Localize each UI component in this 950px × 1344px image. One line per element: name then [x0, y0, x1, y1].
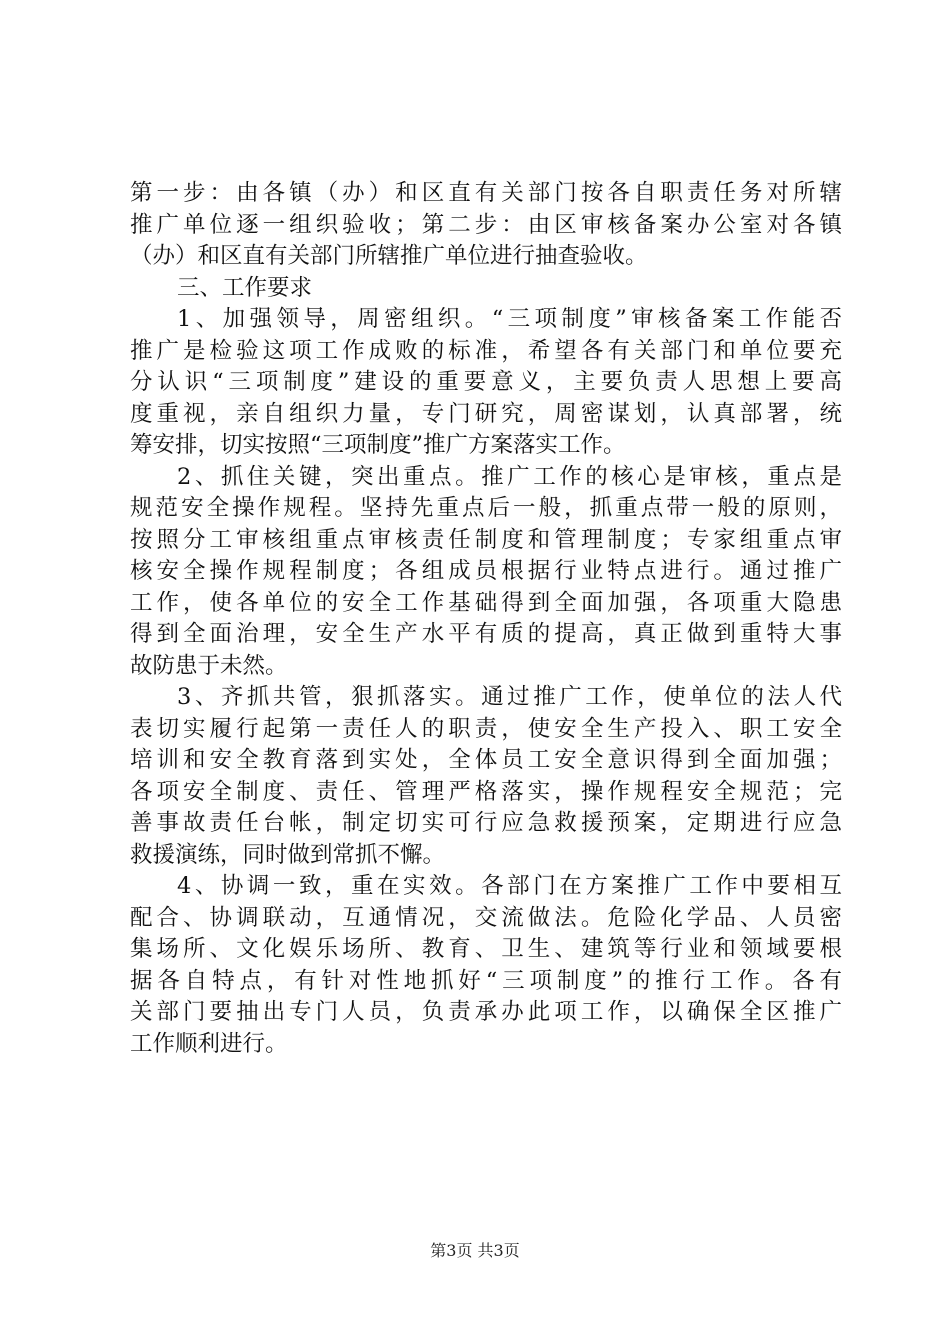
text-line: 3、齐抓共管，狠抓落实。通过推广工作，使单位的法人代 — [177, 684, 842, 710]
text-line: 善事故责任台帐，制定切实可行应急救援预案，定期进行应急 — [130, 810, 842, 836]
text-line: 得到全面治理，安全生产水平有质的提高，真正做到重特大事 — [130, 621, 842, 647]
document-body — [130, 178, 842, 1060]
text-line: 分认识“三项制度”建设的重要意义，主要负责人思想上要高 — [130, 369, 842, 395]
text-line: 配合、协调联动，互通情况，交流做法。危险化学品、人员密 — [130, 904, 842, 931]
text-line: （办）和区直有关部门所辖推广单位进行抽查验收。 — [130, 243, 648, 269]
text-line: 救援演练，同时做到常抓不懈。 — [130, 841, 446, 868]
text-line: 核安全操作规程制度；各组成员根据行业特点进行。通过推广 — [130, 558, 842, 584]
text-line: 按照分工审核组重点审核责任制度和管理制度；专家组重点审 — [130, 526, 842, 553]
text-line: 4、协调一致，重在实效。各部门在方案推广工作中要相互 — [177, 873, 842, 899]
text-line: 1、加强领导，周密组织。“三项制度”审核备案工作能否 — [177, 306, 842, 332]
text-line: 推广单位逐一组织验收；第二步：由区审核备案办公室对各镇 — [130, 211, 842, 238]
text-line: 集场所、文化娱乐场所、教育、卫生、建筑等行业和领域要根 — [130, 936, 842, 962]
section-heading: 三、工作要求 — [177, 274, 313, 301]
text-line: 各项安全制度、责任、管理严格落实，操作规程安全规范；完 — [130, 778, 842, 805]
text-line: 筹安排，切实按照“三项制度”推广方案落实工作。 — [130, 432, 626, 458]
text-line: 故防患于未然。 — [130, 652, 288, 679]
text-line: 2、抓住关键，突出重点。推广工作的核心是审核，重点是 — [177, 463, 842, 490]
text-line: 培训和安全教育落到实处，全体员工安全意识得到全面加强； — [130, 747, 842, 773]
text-line: 第一步：由各镇（办）和区直有关部门按各自职责任务对所辖 — [130, 180, 842, 206]
page-number-footer: 第3页 共3页 — [430, 1241, 520, 1260]
text-line: 工作，使各单位的安全工作基础得到全面加强，各项重大隐患 — [130, 589, 842, 616]
text-line: 据各自特点，有针对性地抓好“三项制度”的推行工作。各有 — [130, 967, 842, 994]
text-line: 关部门要抽出专门人员，负责承办此项工作，以确保全区推广 — [130, 999, 842, 1025]
text-line: 工作顺利进行。 — [130, 1030, 288, 1057]
text-line: 表切实履行起第一责任人的职责，使安全生产投入、职工安全 — [130, 715, 842, 742]
text-line: 规范安全操作规程。坚持先重点后一般，抓重点带一般的原则， — [130, 495, 842, 521]
text-line: 度重视，亲自组织力量，专门研究，周密谋划，认真部署，统 — [130, 400, 842, 427]
text-line: 推广是检验这项工作成败的标准，希望各有关部门和单位要充 — [130, 337, 842, 364]
